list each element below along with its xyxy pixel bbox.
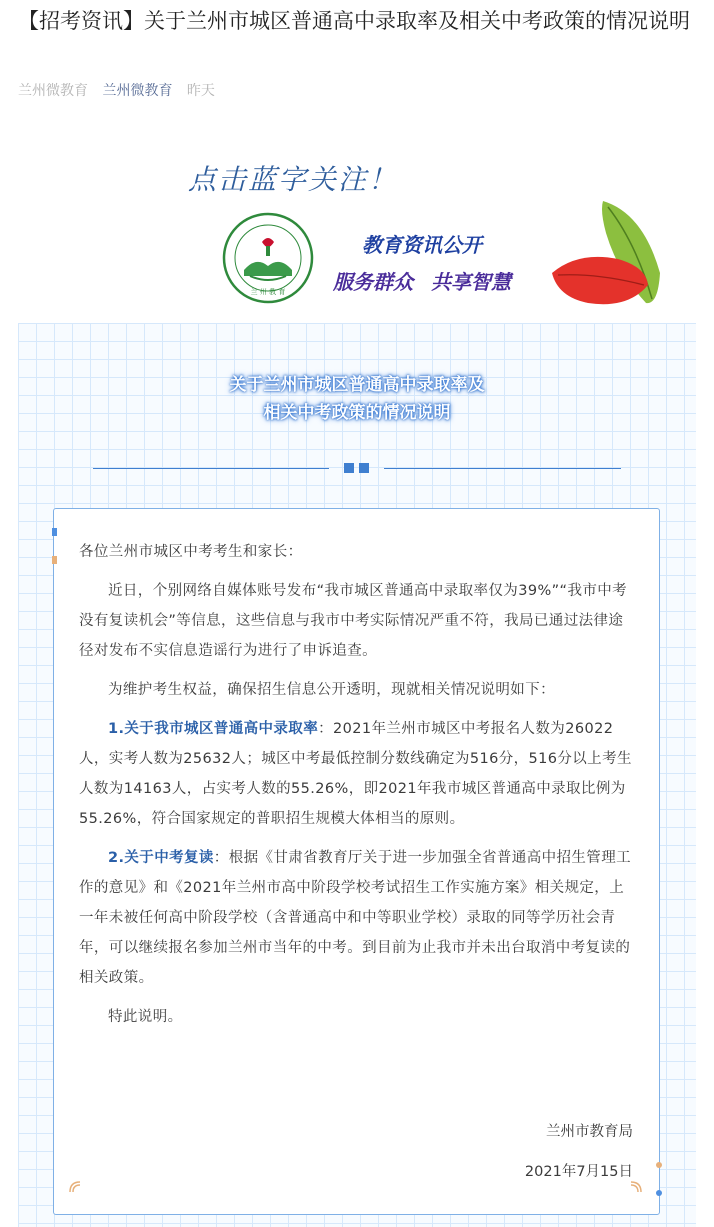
card-tab-orange (52, 556, 57, 564)
item-1-body: ：2021年兰州市城区中考报名人数为26022人，实考人数为25632人；城区中考最低控制分数线确定为516分，516分以上考生人数为14163人，占实考人数的55.26%，即2021年我市城区普通高中录取比例为55.26%，符合国家规定的普职招生规模大体相当的原则。 (79, 721, 632, 827)
paragraph-1: 近日，个别网络自媒体账号发布“我市城区普通高中录取率仅为39%”“我市中考没有复读机会”等信息，这些信息与我市中考实际情况严重不符，我局已通过法律途径对发布不实信息造谣行为进行了申诉追查。 (79, 583, 628, 659)
item-2-title: 2.关于中考复读 (108, 850, 214, 866)
banner-slogan-2b: 共享智慧 (431, 270, 511, 294)
svg-text:兰 州 教 育: 兰 州 教 育 (250, 288, 286, 296)
article-title: 【招考资讯】关于兰州市城区普通高中录取率及相关中考政策的情况说明 (18, 9, 690, 33)
banner-slogan-2a: 服务群众 (333, 270, 413, 294)
notice-date: 2021年7月15日 (524, 1164, 633, 1180)
follow-slogan: 点击蓝字关注！ (188, 163, 399, 196)
divider-square-icon (344, 463, 354, 473)
notice-heading (0, 371, 714, 427)
item-2-body: ：根据《甘肃省教育厅关于进一步加强全省普通高中招生管理工作的意见》和《2021年兰州市高中阶段学校考试招生工作实施方案》相关规定，上一年未被任何高中阶段学校（含普通高中和中等职业学校）录取的同等学历社会青年，可以继续报名参加兰州市当年的中考。到目前为止我市并未出台取消中考复读的相关政策。 (79, 850, 631, 986)
item-2 (79, 843, 637, 993)
dot-orange (656, 1162, 662, 1168)
account-link[interactable]: 兰州微教育 (102, 83, 173, 99)
item-1-title: 1.关于我市城区普通高中录取率 (108, 721, 319, 737)
divider-square-icon (359, 463, 369, 473)
banner-slogan-1: 教育资讯公开 (362, 233, 482, 257)
dot-blue (656, 1190, 662, 1196)
notice-heading-line2: 相关中考政策的情况说明 (263, 403, 451, 423)
heading-divider-left (93, 468, 329, 469)
closing: 特此说明。 (108, 1009, 183, 1025)
signature: 兰州市教育局 (546, 1124, 633, 1140)
curl-icon (629, 1180, 643, 1194)
lanzhou-education-logo (222, 212, 314, 304)
paragraph-2: 为维护考生权益，确保招生信息公开透明，现就相关情况说明如下： (108, 682, 555, 698)
publish-time: 昨天 (186, 83, 215, 99)
card-tab-blue (52, 528, 57, 536)
curl-icon (68, 1180, 82, 1194)
greeting: 各位兰州市城区中考考生和家长： (79, 544, 303, 560)
author-name: 兰州微教育 (18, 83, 88, 99)
item-1 (79, 714, 637, 834)
article-meta (18, 80, 225, 100)
heading-divider-right (384, 468, 621, 469)
banner-slogan-2 (333, 266, 511, 295)
leaves-decoration (548, 193, 668, 311)
notice-heading-line1: 关于兰州市城区普通高中录取率及 (229, 375, 485, 395)
notice-body (79, 537, 637, 1041)
